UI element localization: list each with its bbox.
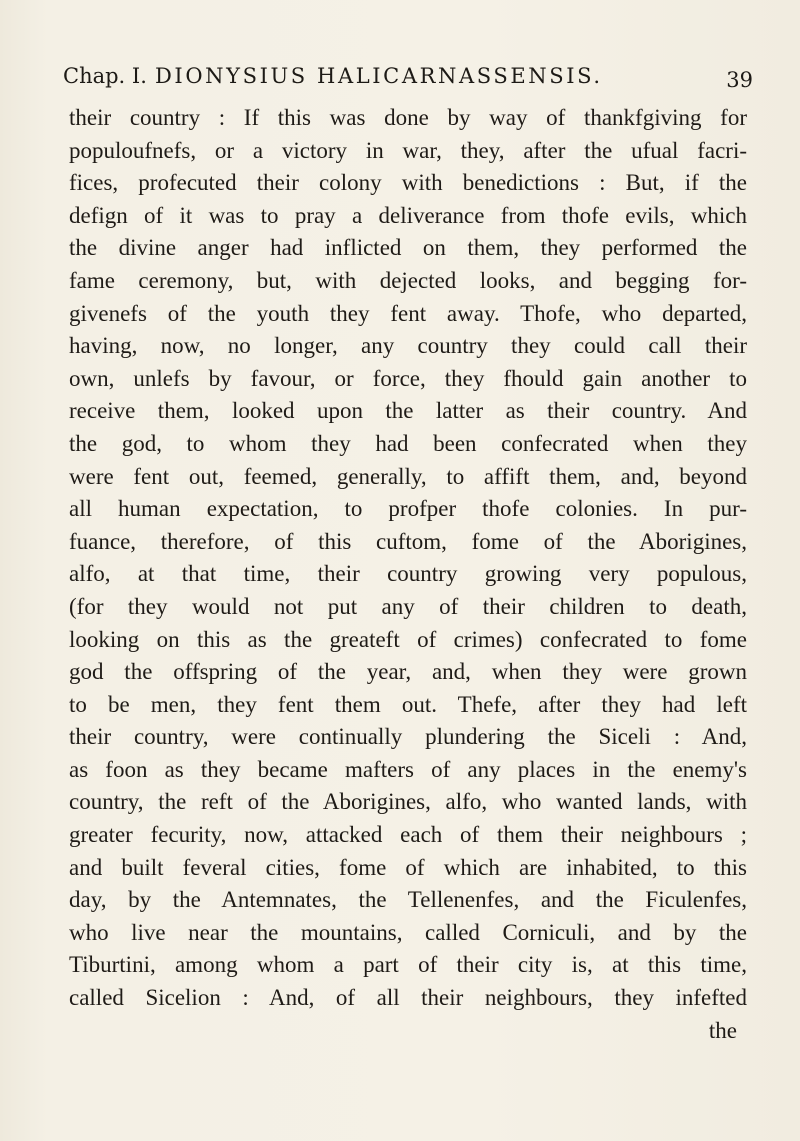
text-line: having, now, no longer, any country they could call their (69, 333, 747, 359)
text-line: the divine anger had inflicted on them, they performed the (69, 235, 747, 261)
catchword: the (708, 1017, 737, 1043)
text-line: populoufnefs, or a victory in war, they, after the ufual facri- (69, 137, 747, 163)
text-line: looking on this as the greateft of crimes) confecrated to fome (69, 626, 747, 652)
chapter-label: Chap. I. (63, 64, 147, 88)
text-line: own, unlefs by favour, or force, they fhould gain another to (69, 365, 747, 391)
text-line: day, by the Antemnates, the Tellenenfes, and the Ficulenfes, (69, 887, 747, 913)
page-number: 39 (726, 68, 753, 92)
text-line: (for they would not put any of their children to death, (69, 593, 747, 619)
text-line: their country : If this was done by way of thankfgiving for (69, 105, 747, 130)
running-title: DIONYSIUS HALICARNASSENSIS. (155, 64, 603, 88)
text-line: country, the reft of the Aborigines, alfo, who wanted lands, with (69, 789, 747, 815)
text-line: fame ceremony, but, with dejected looks, and begging for- (69, 267, 747, 293)
text-line: alfo, at that time, their country growing very populous, (69, 561, 747, 587)
text-line: to be men, they fent them out. Thefe, after they had left (69, 691, 747, 717)
text-line: and built feveral cities, fome of which are inhabited, to this (69, 854, 747, 880)
text-line: receive them, looked upon the latter as their country. And (69, 398, 747, 424)
text-line: were fent out, feemed, generally, to affift them, and, beyond (69, 463, 747, 489)
text-line: the god, to whom they had been confecrated when they (69, 430, 747, 456)
text-line: Tiburtini, among whom a part of their city is, at this time, (69, 952, 747, 978)
text-line: fuance, therefore, of this cuftom, fome of the Aborigines, (69, 528, 747, 554)
text-line: their country, were continually plundering the Siceli : And, (69, 724, 747, 750)
text-line: greater fecurity, now, attacked each of them their neighbours ; (69, 822, 747, 848)
text-line: who live near the mountains, called Corniculi, and by the (69, 919, 747, 945)
text-line: defign of it was to pray a deliverance from thofe evils, which (69, 202, 747, 228)
running-head (63, 60, 753, 94)
text-line: called Sicelion : And, of all their neighbours, they infefted (69, 985, 747, 1011)
text-line: givenefs of the youth they fent away. Thofe, who departed, (69, 300, 747, 326)
text-line: as foon as they became mafters of any places in the enemy's (69, 756, 747, 782)
text-line: all human expectation, to profper thofe colonies. In pur- (69, 496, 747, 522)
body-text (69, 102, 747, 1047)
text-line: god the offspring of the year, and, when they were grown (69, 659, 747, 685)
text-line: fices, profecuted their colony with benedictions : But, if the (69, 170, 747, 196)
